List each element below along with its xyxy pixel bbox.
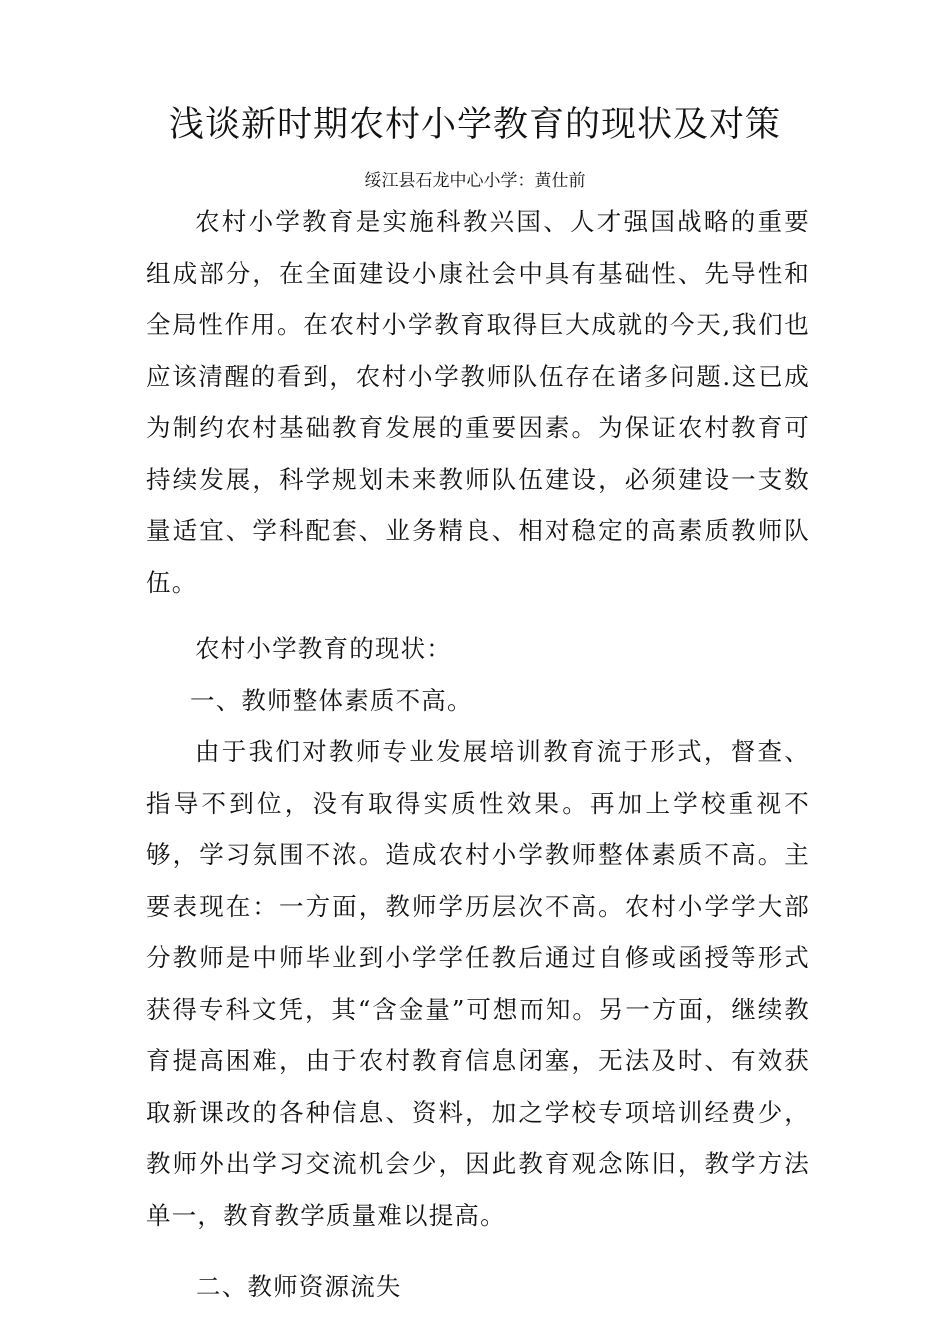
document-author: 绥江县石龙中心小学：黄仕前 <box>364 171 586 191</box>
document-body <box>146 196 810 1313</box>
status-heading: 农村小学教育的现状： <box>195 634 452 663</box>
section-1-heading: 一、教师整体素质不高。 <box>190 685 473 715</box>
section-2-heading: 二、教师资源流失 <box>196 1272 402 1301</box>
intro-paragraph: 农村小学教育是实施科教兴国、人才强国战略的重要组成部分，在全面建设小康社会中具有基础性、先导性和全局性作用。在农村小学教育取得巨大成就的今天,我们也应该清醒的看到，农村小学教师队伍存在诸多问题.这已成为制约农村基础教育发展的重要因素。为保证农村教育可持续发展，科学规划未来教师队伍建设，必须建设一支数量适宜、学科配套、业务精良、相对稳定的高素质教师队伍。 <box>146 207 810 597</box>
section-1-paragraph: 由于我们对教师专业发展培训教育流于形式，督查、指导不到位，没有取得实质性效果。再加上学校重视不够，学习氛围不浓。造成农村小学教师整体素质不高。主要表现在：一方面，教师学历层次不高。农村小学学大部分教师是中师毕业到小学学任教后通过自修或函授等形式获得专科文凭，其“含金量”可想而知。另一方面，继续教育提高困难，由于农村教育信息闭塞，无法及时、有效获取新课改的各种信息、资料，加之学校专项培训经费少，教师外出学习交流机会少，因此教育观念陈旧，教学方法单一，教育教学质量难以提高。 <box>146 737 810 1230</box>
document-title: 浅谈新时期农村小学教育的现状及对策 <box>168 105 781 145</box>
